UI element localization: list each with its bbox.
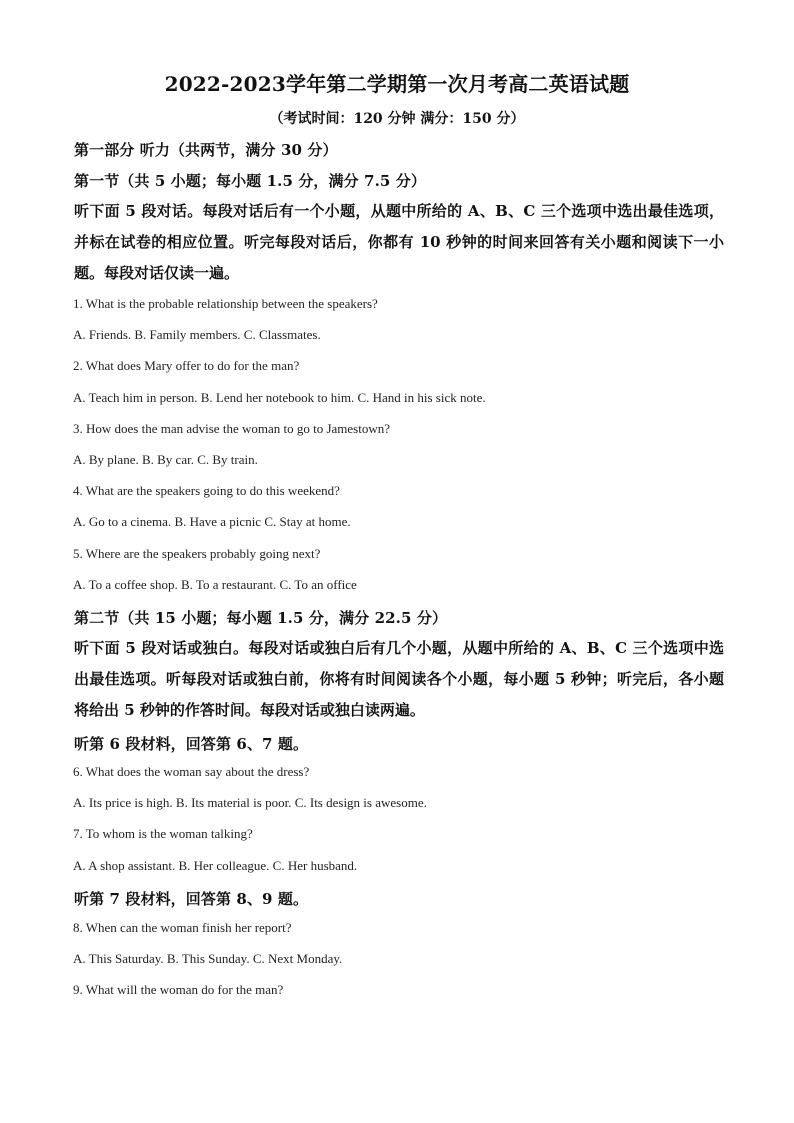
section2-heading: 第二节（共 15 小题；每小题 1.5 分，满分 22.5 分） bbox=[74, 609, 448, 627]
question-4-options: A. Go to a cinema. B. Have a picnic C. Stay at home. bbox=[73, 514, 351, 529]
question-7-options: A. A shop assistant. B. Her colleague. C. Her husband. bbox=[73, 858, 358, 873]
material-7-heading: 听第 7 段材料，回答第 8、9 题。 bbox=[74, 890, 309, 908]
question-3-options: A. By plane. B. By car. C. By train. bbox=[73, 452, 258, 467]
question-4: 4. What are the speakers going to do this weekend? bbox=[73, 483, 340, 498]
question-7: 7. To whom is the woman talking? bbox=[73, 826, 253, 841]
part1-heading: 第一部分 听力（共两节，满分 30 分） bbox=[74, 141, 338, 159]
exam-duration-score: （考试时间：120 分钟 满分：150 分） bbox=[269, 111, 525, 127]
question-5-options: A. To a coffee shop. B. To a restaurant. C. To an office bbox=[73, 577, 357, 592]
section1-instructions: 听下面 5 段对话。每段对话后有一个小题，从题中所给的 A、B、C 三个选项中选出最佳选项，并标在试卷的相应位置。听完每段对话后，你都有 10 秒钟的时间来回答有关小题和阅读下一小题。每段对话仅读一遍。 bbox=[74, 202, 724, 282]
question-9: 9. What will the woman do for the man? bbox=[73, 982, 284, 997]
question-5: 5. Where are the speakers probably going next? bbox=[73, 546, 321, 561]
question-8: 8. When can the woman finish her report? bbox=[73, 920, 292, 935]
question-2: 2. What does Mary offer to do for the man? bbox=[73, 358, 300, 373]
question-1-options: A. Friends. B. Family members. C. Classmates. bbox=[73, 327, 321, 342]
section1-heading: 第一节（共 5 小题；每小题 1.5 分，满分 7.5 分） bbox=[74, 172, 426, 190]
question-6-options: A. Its price is high. B. Its material is poor. C. Its design is awesome. bbox=[73, 795, 427, 810]
material-6-heading: 听第 6 段材料，回答第 6、7 题。 bbox=[74, 735, 309, 753]
exam-title: 2022-2023学年第二学期第一次月考高二英语试题 bbox=[164, 72, 630, 96]
question-3: 3. How does the man advise the woman to go to Jamestown? bbox=[73, 421, 390, 436]
question-6: 6. What does the woman say about the dress? bbox=[73, 764, 310, 779]
section2-instructions: 听下面 5 段对话或独白。每段对话或独白后有几个小题，从题中所给的 A、B、C 三个选项中选出最佳选项。听每段对话或独白前，你将有时间阅读各个小题，每小题 5 秒钟；听完后，各小题将给出 5 秒钟的作答时间。每段对话或独白读两遍。 bbox=[74, 639, 724, 719]
question-1: 1. What is the probable relationship between the speakers? bbox=[73, 296, 378, 311]
question-8-options: A. This Saturday. B. This Sunday. C. Next Monday. bbox=[73, 951, 343, 966]
question-2-options: A. Teach him in person. B. Lend her notebook to him. C. Hand in his sick note. bbox=[73, 390, 486, 405]
